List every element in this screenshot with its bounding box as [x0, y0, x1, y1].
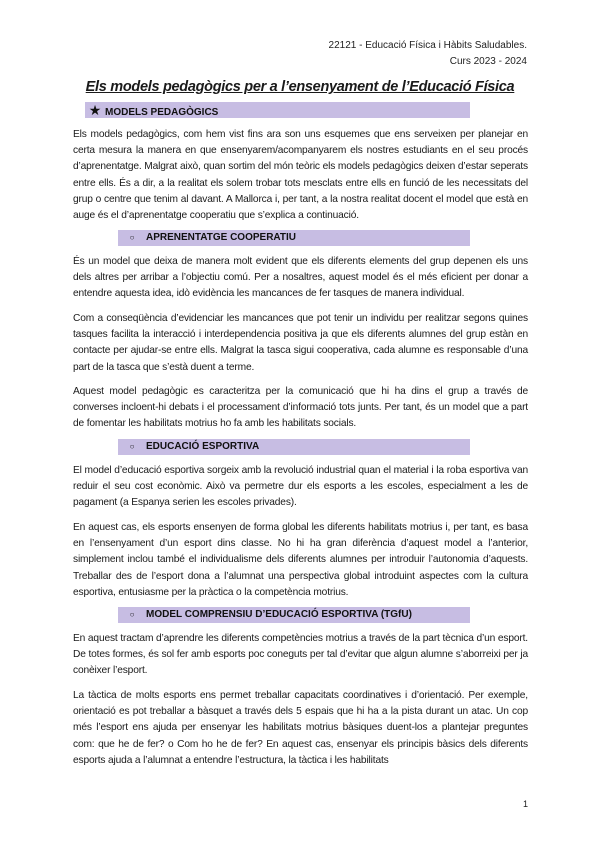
course-name: 22121 - Educació Física i Hàbits Saludables. — [328, 40, 527, 51]
circle-bullet-icon: ○ — [129, 442, 135, 451]
section-heading-cooperative — [118, 230, 470, 246]
section-heading-tgfu — [118, 607, 470, 623]
section-label: APRENENTATGE COOPERATIU — [146, 232, 297, 243]
paragraph-tgfu-1: En aquest tractam d’aprendre les diferents competències motrius a través de la part tècnica d’un esport. De totes formes, és sol fer amb esports poc coneguts per tal d’evitar que algun alumne s’aborreixi per ja conèixer l’esport. — [73, 633, 528, 677]
section-heading-models — [85, 102, 470, 118]
section-label: MODEL COMPRENSIU D’EDUCACIÓ ESPORTIVA (TGfU) — [146, 609, 412, 620]
paragraph-edu-1: El model d’educació esportiva sorgeix amb la revolució industrial quan el material i la roba esportiva van reduir el seu cost econòmic. Això va permetre dur els esports a les escoles, especialment a les de pagament (a Espanya serien les escoles privades). — [73, 465, 528, 509]
circle-bullet-icon: ○ — [129, 610, 135, 619]
section-label: MODELS PEDAGÒGICS — [105, 107, 219, 118]
circle-bullet-icon: ○ — [129, 233, 135, 242]
paragraph-coop-2: Com a conseqüència d’evidenciar les mancances que pot tenir un individu per realitzar segons quines tasques facilita la interacció i interdependencia positiva ja que els diferents alumnes del grup estàn en contacte per ajudar-se entre ells. Malgrat la tasca sigui cooperativa, cada alumne es responsable d’una part de la tasca que s’està duent a terme. — [73, 313, 528, 373]
course-header — [329, 38, 527, 70]
document-title: Els models pedagògics per a l’ensenyament de l’Educació Física — [85, 79, 515, 95]
course-year: Curs 2023 - 2024 — [449, 56, 527, 67]
star-icon: ★ — [88, 102, 102, 118]
paragraph-edu-2: En aquest cas, els esports ensenyen de forma global les diferents habilitats motrius i, per tant, es basa en l’ensenyament d’un esport dins classe. No hi ha gran diferència d’aquest model a l’anterior, simplement inclou també el individualisme dels diferents alumnes per introduir l’autonomia d’aquests. Treballar des de l’esport dona a l’alumnat una perspectiva global introduint aspectes com la cultura esportiva, entusiasme per la pràctica o la competència motrius. — [73, 522, 528, 598]
paragraph-coop-1: És un model que deixa de manera molt evident que els diferents elements del grup depenen els uns dels altres per arribar a l’objectiu comú. Per a nosaltres, aquest model és el més eficient per donar a entendre aquesta idea, idò evidència les mancances de fer tasques de manera individual. — [73, 256, 528, 300]
section-label: EDUCACIÓ ESPORTIVA — [146, 441, 260, 452]
page-number: 1 — [522, 799, 528, 809]
paragraph-intro: Els models pedagògics, com hem vist fins ara son uns esquemes que ens serveixen per planejar en certa mesura la manera en que ensenyarem/acompanyarem els nostres estudiants en el seu procés d’aprenentatge. Malgrat això, quan sortim del món teòric els models pedagògics deixen d’estar seperats entre ells. És a dir, a la realitat els solem trobar tots mesclats entre ells en funció de les necessitats del grup o centre que tenim al davant. A Mallorca i, per tant, a la nostra realitat docent el model que està en auge és el d’aprenentatge cooperatiu que s’explica a continuació. — [73, 129, 528, 222]
paragraph-tgfu-2: La tàctica de molts esports ens permet treballar capacitats coordinatives i d’orientació. Per exemple, orientació es pot treballar a bàsquet a través dels 5 espais que hi ha a la pista durant un atac. Un cop més l’esport ens ajuda per ensenyar les habilitats motrius bàsiques duent-los a plantejar preguntes com: que he de fer? o Com ho he de fer? En aquest cas, ensenyar els principis bàsics dels diferents esports ajuda a l’alumnat a entendre l’estructura, la tàctica i les habilitats — [73, 690, 528, 766]
section-heading-sport-education — [118, 439, 470, 455]
paragraph-coop-3: Aquest model pedagògic es caracteritza per la comunicació que hi ha dins el grup a través de converses incloent-hi debats i el processament d’informació tots junts. Per tant, és un model que a part de fomentar les habilitats motrius ho fa amb les habilitats socials. — [73, 386, 528, 430]
